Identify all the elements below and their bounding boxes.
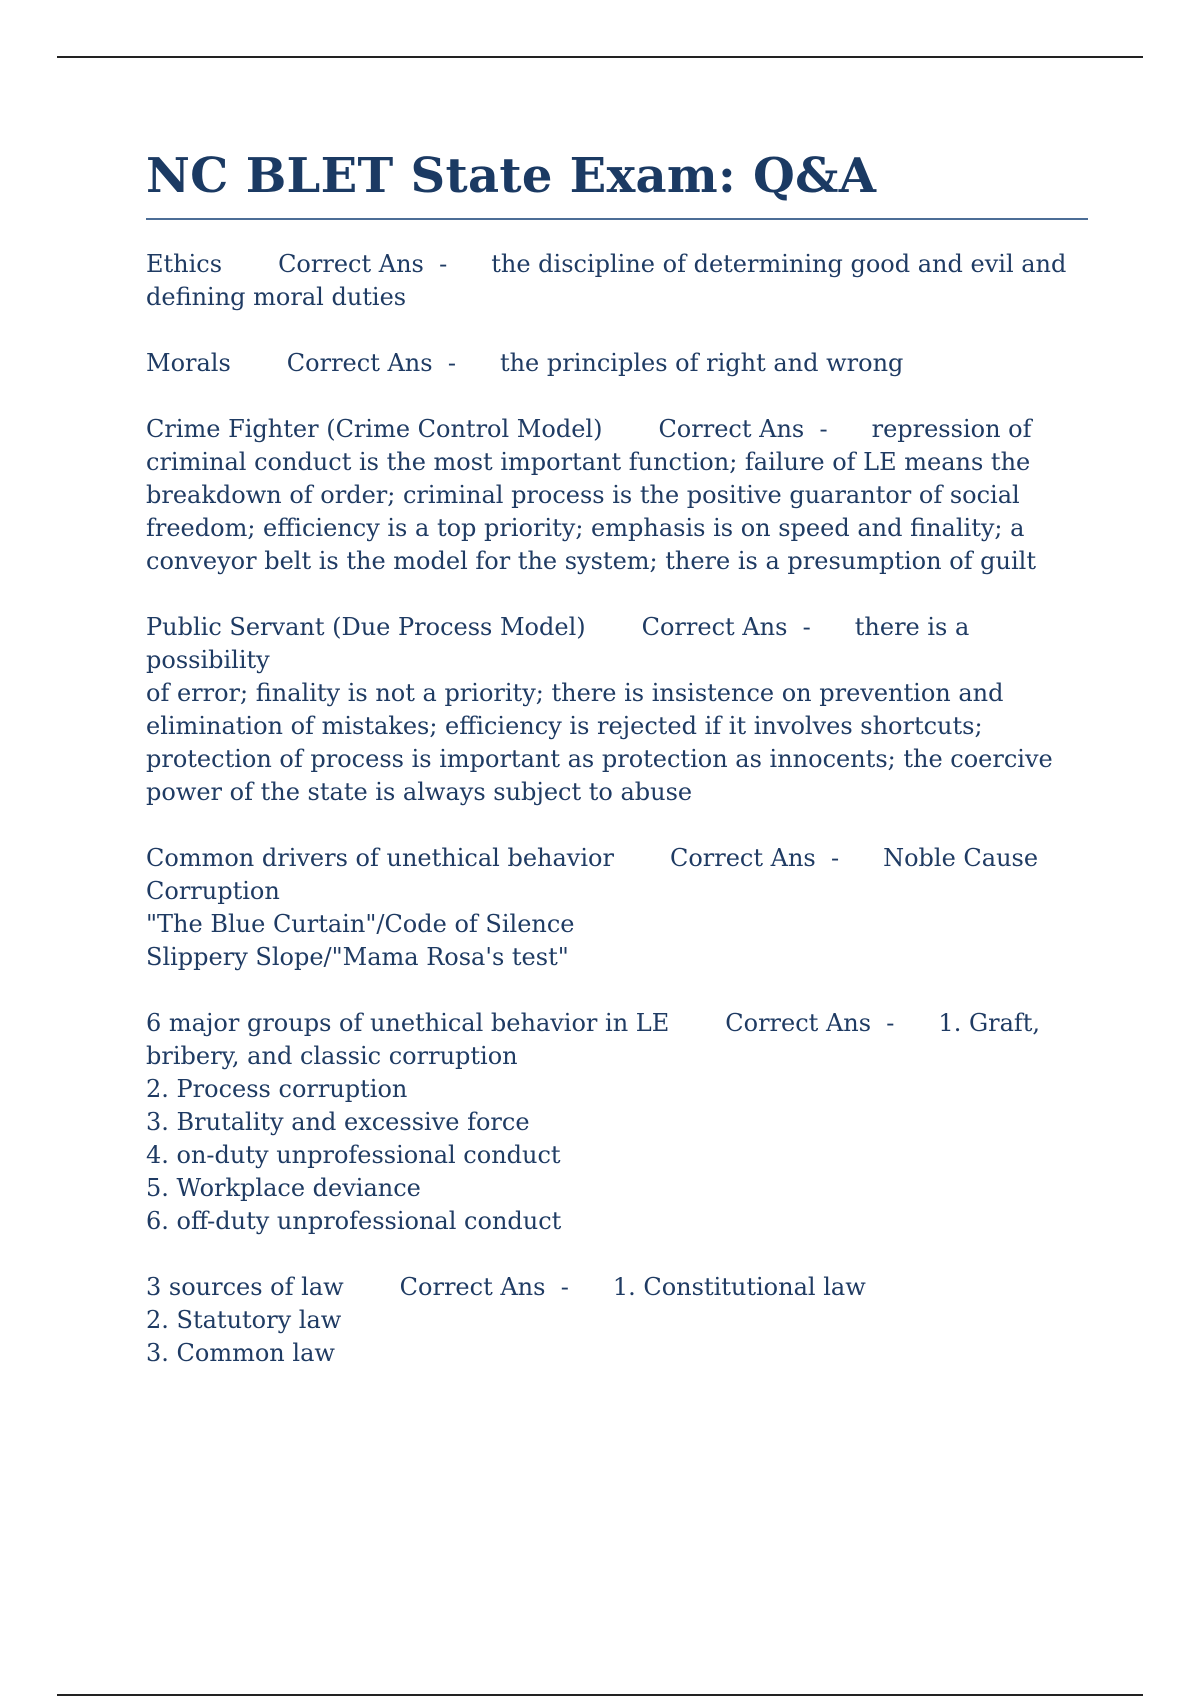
qa-answer: repression of criminal conduct is the most important function; failure of LE means the breakdown of order; criminal process is the positive guarantor of social freedom; efficiency is a top priority; emphasis is on speed and finality; a conveyor belt is the model for the system; there is a presumption of guilt — [146, 414, 1036, 575]
page-title: NC BLET State Exam: Q&A — [146, 148, 877, 204]
qa-term: Common drivers of unethical behavior — [146, 843, 614, 872]
qa-term: Crime Fighter (Crime Control Model) — [146, 414, 603, 443]
title-underline — [146, 218, 1088, 220]
answer-label: Correct Ans - — [658, 414, 828, 443]
bottom-rule — [57, 1694, 1143, 1696]
qa-answer: the principles of right and wrong — [499, 348, 904, 377]
qa-item-morals — [146, 347, 1088, 380]
qa-answer: there is a possibility of error; finality is not a priority; there is insistence on prevention and elimination of mistakes; efficiency is rejected if it involves shortcuts; protection of process is important as protection as innocents; the coercive power of the state is always subject to abuse — [146, 612, 1053, 806]
answer-label: Correct Ans - — [399, 1272, 569, 1301]
answer-label: Correct Ans - — [669, 843, 840, 872]
answer-label: Correct Ans - — [278, 249, 448, 278]
qa-term: Morals — [146, 348, 231, 377]
qa-item-six-groups — [146, 1007, 1088, 1238]
qa-answer: 1. Graft, bribery, and classic corruption 2. Process corruption 3. Brutality and excessive force 4. on-duty unprofessional conduct 5. Workplace deviance 6. off-duty unprofessional conduct — [146, 1008, 1041, 1235]
document-body — [146, 140, 1088, 1403]
qa-item-common-drivers — [146, 842, 1088, 974]
qa-term: Public Servant (Due Process Model) — [146, 612, 586, 641]
qa-item-sources-of-law — [146, 1271, 1088, 1370]
answer-label: Correct Ans - — [725, 1008, 895, 1037]
qa-answer: 1. Constitutional law 2. Statutory law 3. Common law — [146, 1272, 866, 1367]
answer-label: Correct Ans - — [286, 348, 456, 377]
answer-label: Correct Ans - — [641, 612, 811, 641]
qa-answer: the discipline of determining good and evil and defining moral duties — [146, 249, 1067, 311]
qa-item-ethics — [146, 248, 1088, 314]
qa-term: Ethics — [146, 249, 223, 278]
qa-item-public-servant — [146, 611, 1088, 809]
qa-answer: Noble Cause Corruption "The Blue Curtain"/Code of Silence Slippery Slope/"Mama Rosa's test" — [146, 843, 1039, 971]
qa-term: 3 sources of law — [146, 1272, 344, 1301]
qa-item-crime-fighter — [146, 413, 1088, 578]
qa-term: 6 major groups of unethical behavior in LE — [146, 1008, 670, 1037]
top-rule — [57, 56, 1143, 58]
